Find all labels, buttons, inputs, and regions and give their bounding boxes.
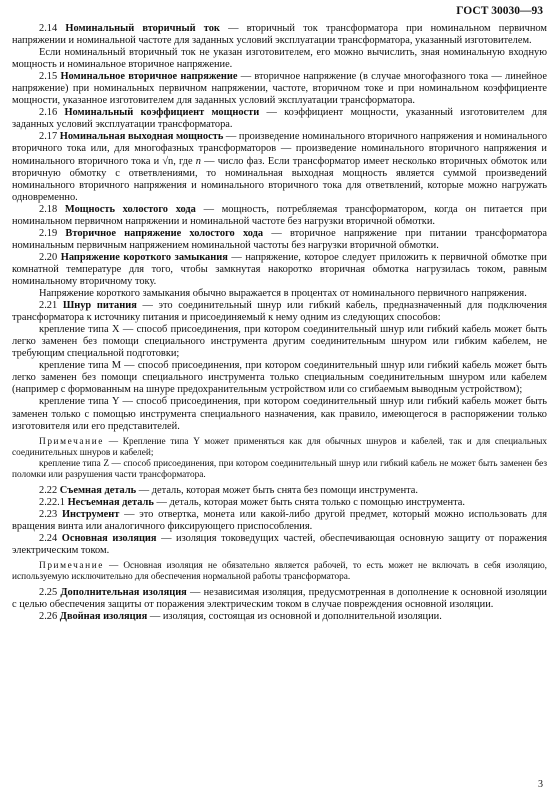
- attachment-type-y: крепление типа Y — способ присоединения, при котором соединительный шнур или гибкий кабель может быть заменен только с помощью инструмента специального назначения, как правило, имеющегося в распоряжении только изготовителя или его представителей.: [12, 396, 547, 432]
- clause-number: 2.22.1: [39, 496, 65, 508]
- clause-number: 2.21: [39, 300, 58, 312]
- clause-text: — напряжение, которое следует приложить к первичной обмотке при комнатной температуре для того, чтобы замкнутая накоротко вторичная обмотка нагрузилась током, равным номинальному вторичному току.: [12, 251, 547, 287]
- clause-number: 2.14: [39, 23, 58, 34]
- clause-number: 2.19: [39, 227, 58, 239]
- clause-text: — деталь, которая может быть снята только с помощью инструмента.: [153, 496, 465, 508]
- clause-term: Двойная изоляция: [59, 610, 148, 622]
- clause-text: — мощность, потребляемая трансформатором, когда он питается при номинальном первичном напряжении и номинальной частоте без нагрузки вторичной обмотки.: [12, 203, 547, 227]
- clause-text: — независимая изоляция, предусмотренная в дополнение к основной изоляции с целью обеспечения защиты от поражения электрическим током в случае повреждения основной изоляции.: [12, 586, 547, 610]
- clause-term: Номинальная выходная мощность: [59, 131, 224, 143]
- attachment-type-m: крепление типа M — способ присоединения, при котором соединительный шнур или гибкий кабель может быть легко заменен без помощи специального инструмента только специальным соединительным шнуром или кабелем (например с формованным на шнуре предохранительным устройством или со сгибаемым выводным устройством);: [12, 360, 547, 396]
- clause-2-14: [12, 23, 547, 47]
- note-text: — Крепление типа Y может применяться как для обычных шнуров и кабелей, так и для специальных соединительных шнуров и кабелей;: [12, 436, 547, 458]
- clause-text: — это отвертка, монета или какой-либо другой предмет, который можно использовать для вращения винта или аналогичного фиксирующего приспособления.: [12, 508, 547, 532]
- clause-text: , где: [173, 155, 196, 167]
- clause-text: — произведение номинального вторичного напряжения и номинального вторичного тока или, для многофазных трансформаторов — произведение номинального вторичного напряжения и номинального вторичного тока и: [12, 131, 548, 167]
- note-text: — Основная изоляция не обязательно является рабочей, то есть может не включать в себя изоляцию, используемую исключительно для обеспечения нормальной работы трансформатора.: [12, 560, 547, 582]
- sqrt-n-formula: √n: [162, 155, 174, 167]
- clause-text: — это соединительный шнур или гибкий кабель, предназначенный для подключения трансформатора к источнику питания и присоединяемый к нему одним из следующих способов:: [12, 300, 547, 324]
- note-2: [12, 561, 547, 583]
- clause-number: 2.22: [39, 484, 58, 496]
- paragraph: Напряжение короткого замыкания обычно выражается в процентах от номинального первичного напряжения.: [39, 288, 527, 300]
- clause-text: — изоляция токоведущих частей, обеспечивающая основную защиту от поражения электрическим током.: [12, 532, 547, 556]
- clause-text: — вторичное напряжение (в случае многофазного тока — линейное напряжение) при номинальных первичном напряжении, частоте, вторичном токе и при номинальном коэффициенте мощности, указанное изготовителем для заданных условий эксплуатации трансформатора.: [12, 71, 547, 107]
- clause-text: — число фаз. Если трансформатор имеет несколько вторичных обмоток или вторичную обмотку с ответвлениями, то номинальная выходная мощность является суммой произведений номинального вторичного напряжения и номинального вторичного тока для ответвлений, которые можно нагружать одновременно.: [12, 155, 547, 203]
- clause-text: — изоляция, состоящая из основной и дополнительной изоляции.: [147, 610, 442, 622]
- paragraph: Если номинальный вторичный ток не указан изготовителем, его можно вычислить, зная номинальную входную мощность и номинальное вторичное напряжение.: [12, 47, 547, 71]
- clause-term: Номинальный коэффициент мощности: [64, 107, 260, 119]
- clause-2-21: [12, 300, 547, 324]
- clause-term: Инструмент: [61, 508, 120, 520]
- clause-number: 2.23: [39, 508, 58, 520]
- clause-text: — коэффициент мощности, указанный изготовителем для заданных условий эксплуатации трансформатора.: [12, 107, 547, 131]
- clause-term: Шнур питания: [62, 300, 137, 312]
- note-label: Примечание: [39, 436, 104, 447]
- clause-number: 2.20: [39, 251, 58, 263]
- clause-2-25: [12, 587, 547, 611]
- clause-term: Съемная деталь: [59, 484, 137, 496]
- clause-term: Основная изоляция: [61, 532, 157, 544]
- clause-number: 2.15: [39, 71, 58, 83]
- clause-term: Номинальное вторичное напряжение: [60, 71, 238, 83]
- note-label: Примечание: [39, 560, 104, 571]
- clause-term: Мощность холостого хода: [64, 203, 196, 215]
- clause-term: Номинальный вторичный ток: [65, 23, 220, 34]
- clause-2-17: [12, 131, 547, 203]
- clause-2-23: [12, 509, 547, 533]
- clause-2-26: [12, 611, 547, 623]
- clause-2-15: [12, 71, 547, 107]
- page-number: 3: [538, 779, 543, 790]
- variable-n: n: [195, 155, 201, 167]
- clause-2-19: [12, 228, 547, 252]
- clause-text: — вторичное напряжение при питании трансформатора номинальным первичным напряжением номинальной частоты без нагрузки вторичной обмотки.: [12, 227, 547, 251]
- clause-number: 2.17: [39, 131, 58, 143]
- clause-term: Напряжение короткого замыкания: [60, 251, 228, 263]
- clause-text: — вторичный ток трансформатора при номинальном первичном напряжении и номинальной частоте для заданных условий эксплуатации трансформатора, указанный изготовителем.: [12, 23, 547, 47]
- note-1: [12, 437, 547, 459]
- clause-2-24: [12, 533, 547, 557]
- clause-number: 2.26: [39, 610, 58, 622]
- clause-number: 2.16: [39, 107, 58, 119]
- document-body: [12, 23, 547, 623]
- attachment-type-x: крепление типа X — способ присоединения, при котором соединительный шнур или гибкий кабель может быть легко заменен без помощи специального инструмента другим соединительным шнуром или гибким кабелем, не требующим специальной подготовки;: [12, 324, 547, 360]
- clause-term: Вторичное напряжение холостого хода: [65, 227, 264, 239]
- clause-term: Дополнительная изоляция: [60, 586, 187, 598]
- clause-text: — деталь, которая может быть снята без помощи инструмента.: [136, 484, 419, 496]
- clause-2-22: [12, 485, 547, 497]
- clause-2-18: [12, 204, 547, 228]
- clause-number: 2.25: [39, 586, 58, 598]
- clause-2-20: [12, 252, 547, 288]
- clause-term: Несъемная деталь: [67, 496, 154, 508]
- clause-2-22-1: [12, 497, 547, 509]
- clause-number: 2.18: [39, 203, 58, 215]
- note-1-continued: крепление типа Z — способ присоединения, при котором соединительный шнур или гибкий кабель не может быть заменен без поломки или разрушения части трансформатора.: [12, 458, 547, 480]
- clause-number: 2.24: [39, 532, 58, 544]
- clause-2-16: [12, 107, 547, 131]
- standard-code-header: ГОСТ 30030—93: [456, 5, 543, 17]
